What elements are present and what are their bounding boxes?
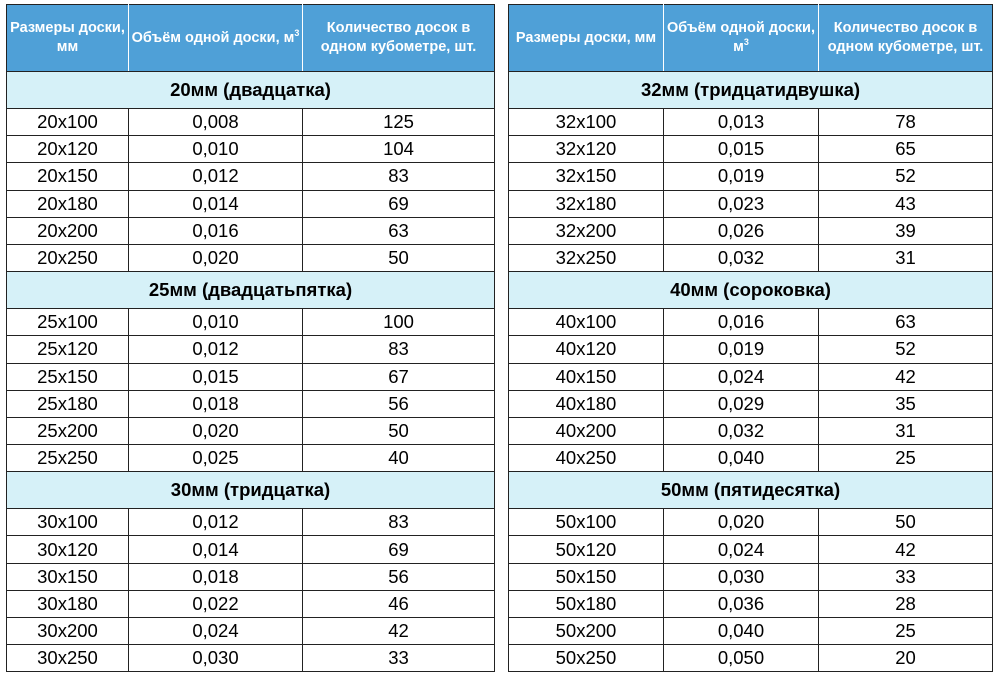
table-row bbox=[509, 163, 993, 190]
cell-count: 46 bbox=[303, 590, 495, 617]
cell-count: 67 bbox=[303, 363, 495, 390]
table-row bbox=[7, 217, 495, 244]
header-size: Размеры доски, мм bbox=[7, 5, 129, 72]
cell-volume: 0,012 bbox=[129, 336, 303, 363]
table-row bbox=[509, 136, 993, 163]
table-row bbox=[7, 390, 495, 417]
header-volume: Объём одной доски, $м^3$ bbox=[129, 5, 303, 72]
cell-size: 30x250 bbox=[7, 645, 129, 672]
board-table-right bbox=[508, 4, 993, 672]
table-row bbox=[7, 336, 495, 363]
table-row bbox=[509, 309, 993, 336]
cell-size: 20x200 bbox=[7, 217, 129, 244]
cell-size: 32x200 bbox=[509, 217, 664, 244]
cell-size: 50x150 bbox=[509, 563, 664, 590]
cell-size: 32x250 bbox=[509, 244, 664, 271]
section-title: 50мм (пятидесятка) bbox=[509, 472, 993, 509]
section-row bbox=[7, 472, 495, 509]
cell-size: 30x150 bbox=[7, 563, 129, 590]
cell-count: 35 bbox=[819, 390, 993, 417]
header-count: Количество досок в одном кубометре, шт. bbox=[303, 5, 495, 72]
cell-size: 20x250 bbox=[7, 244, 129, 271]
cell-volume: 0,020 bbox=[129, 417, 303, 444]
cell-volume: 0,014 bbox=[129, 190, 303, 217]
cell-count: 65 bbox=[819, 136, 993, 163]
cell-volume: 0,008 bbox=[129, 109, 303, 136]
cell-size: 30x180 bbox=[7, 590, 129, 617]
table-row bbox=[7, 309, 495, 336]
section-title: 30мм (тридцатка) bbox=[7, 472, 495, 509]
cell-count: 50 bbox=[303, 244, 495, 271]
cell-count: 63 bbox=[303, 217, 495, 244]
cell-count: 69 bbox=[303, 190, 495, 217]
cell-volume: 0,016 bbox=[664, 309, 819, 336]
cell-volume: 0,024 bbox=[129, 618, 303, 645]
cell-volume: 0,020 bbox=[129, 244, 303, 271]
cell-size: 30x200 bbox=[7, 618, 129, 645]
cell-size: 25x200 bbox=[7, 417, 129, 444]
cell-count: 43 bbox=[819, 190, 993, 217]
section-row bbox=[509, 272, 993, 309]
cell-volume: 0,019 bbox=[664, 336, 819, 363]
cell-volume: 0,013 bbox=[664, 109, 819, 136]
table-row bbox=[509, 590, 993, 617]
table-row bbox=[7, 363, 495, 390]
table-row bbox=[509, 563, 993, 590]
table-row bbox=[7, 509, 495, 536]
cell-count: 52 bbox=[819, 163, 993, 190]
cell-count: 31 bbox=[819, 417, 993, 444]
cell-volume: 0,036 bbox=[664, 590, 819, 617]
cell-volume: 0,032 bbox=[664, 244, 819, 271]
cell-count: 56 bbox=[303, 563, 495, 590]
cell-size: 32x100 bbox=[509, 109, 664, 136]
cell-volume: 0,030 bbox=[664, 563, 819, 590]
table-row bbox=[7, 590, 495, 617]
table-row bbox=[7, 445, 495, 472]
cell-count: 56 bbox=[303, 390, 495, 417]
table-row bbox=[7, 244, 495, 271]
cell-size: 25x250 bbox=[7, 445, 129, 472]
cell-count: 52 bbox=[819, 336, 993, 363]
cell-volume: 0,014 bbox=[129, 536, 303, 563]
cell-size: 25x180 bbox=[7, 390, 129, 417]
cell-size: 20x100 bbox=[7, 109, 129, 136]
cell-size: 20x120 bbox=[7, 136, 129, 163]
cell-size: 40x180 bbox=[509, 390, 664, 417]
cell-volume: 0,016 bbox=[129, 217, 303, 244]
board-table-left bbox=[6, 4, 495, 672]
table-row bbox=[509, 190, 993, 217]
table-row bbox=[509, 536, 993, 563]
section-row bbox=[7, 72, 495, 109]
header-size: Размеры доски, мм bbox=[509, 5, 664, 72]
cell-count: 83 bbox=[303, 163, 495, 190]
cell-size: 40x120 bbox=[509, 336, 664, 363]
table-row bbox=[509, 445, 993, 472]
cell-size: 50x100 bbox=[509, 509, 664, 536]
cell-count: 39 bbox=[819, 217, 993, 244]
table-row bbox=[509, 509, 993, 536]
cell-volume: 0,029 bbox=[664, 390, 819, 417]
header-row bbox=[509, 5, 993, 72]
cell-size: 50x180 bbox=[509, 590, 664, 617]
header-count: Количество досок в одном кубометре, шт. bbox=[819, 5, 993, 72]
cell-volume: 0,024 bbox=[664, 536, 819, 563]
table-row bbox=[7, 190, 495, 217]
cell-count: 50 bbox=[819, 509, 993, 536]
cell-size: 30x100 bbox=[7, 509, 129, 536]
cell-count: 69 bbox=[303, 536, 495, 563]
cell-size: 25x100 bbox=[7, 309, 129, 336]
cell-count: 42 bbox=[303, 618, 495, 645]
table-row bbox=[509, 417, 993, 444]
cell-volume: 0,024 bbox=[664, 363, 819, 390]
table-row bbox=[7, 618, 495, 645]
cell-volume: 0,026 bbox=[664, 217, 819, 244]
cell-size: 32x180 bbox=[509, 190, 664, 217]
cell-count: 100 bbox=[303, 309, 495, 336]
cell-volume: 0,018 bbox=[129, 563, 303, 590]
section-row bbox=[509, 72, 993, 109]
cell-volume: 0,015 bbox=[664, 136, 819, 163]
cell-count: 83 bbox=[303, 336, 495, 363]
cell-size: 50x120 bbox=[509, 536, 664, 563]
cell-volume: 0,025 bbox=[129, 445, 303, 472]
cell-size: 25x120 bbox=[7, 336, 129, 363]
table-row bbox=[7, 563, 495, 590]
cell-volume: 0,018 bbox=[129, 390, 303, 417]
cell-size: 32x150 bbox=[509, 163, 664, 190]
cell-volume: 0,022 bbox=[129, 590, 303, 617]
table-row bbox=[509, 363, 993, 390]
table-row bbox=[509, 217, 993, 244]
cell-count: 28 bbox=[819, 590, 993, 617]
cell-volume: 0,012 bbox=[129, 163, 303, 190]
table-row bbox=[509, 109, 993, 136]
cell-volume: 0,020 bbox=[664, 509, 819, 536]
cell-count: 78 bbox=[819, 109, 993, 136]
table-row bbox=[509, 645, 993, 672]
cell-count: 83 bbox=[303, 509, 495, 536]
table-row bbox=[7, 645, 495, 672]
cell-size: 40x250 bbox=[509, 445, 664, 472]
cell-size: 50x250 bbox=[509, 645, 664, 672]
table-body-left bbox=[7, 72, 495, 672]
cell-count: 42 bbox=[819, 536, 993, 563]
cell-size: 30x120 bbox=[7, 536, 129, 563]
cell-count: 25 bbox=[819, 618, 993, 645]
cell-volume: 0,010 bbox=[129, 136, 303, 163]
cell-count: 104 bbox=[303, 136, 495, 163]
section-title: 25мм (двадцатьпятка) bbox=[7, 272, 495, 309]
cell-volume: 0,040 bbox=[664, 445, 819, 472]
table-body-right bbox=[509, 72, 993, 672]
table-row bbox=[7, 109, 495, 136]
section-row bbox=[509, 472, 993, 509]
cell-volume: 0,032 bbox=[664, 417, 819, 444]
cell-count: 42 bbox=[819, 363, 993, 390]
cell-size: 40x200 bbox=[509, 417, 664, 444]
cell-count: 33 bbox=[303, 645, 495, 672]
table-row bbox=[509, 618, 993, 645]
section-title: 20мм (двадцатка) bbox=[7, 72, 495, 109]
table-row bbox=[509, 390, 993, 417]
cell-count: 40 bbox=[303, 445, 495, 472]
cell-volume: 0,023 bbox=[664, 190, 819, 217]
cell-volume: 0,012 bbox=[129, 509, 303, 536]
cell-size: 40x100 bbox=[509, 309, 664, 336]
table-row bbox=[509, 244, 993, 271]
table-row bbox=[7, 163, 495, 190]
cell-size: 40x150 bbox=[509, 363, 664, 390]
cell-count: 125 bbox=[303, 109, 495, 136]
cell-count: 33 bbox=[819, 563, 993, 590]
header-volume: Объём одной доски, $м^3$ bbox=[664, 5, 819, 72]
section-title: 40мм (сороковка) bbox=[509, 272, 993, 309]
cell-size: 20x180 bbox=[7, 190, 129, 217]
cell-count: 63 bbox=[819, 309, 993, 336]
cell-count: 50 bbox=[303, 417, 495, 444]
cell-size: 50x200 bbox=[509, 618, 664, 645]
cell-volume: 0,019 bbox=[664, 163, 819, 190]
table-row bbox=[7, 536, 495, 563]
cell-volume: 0,015 bbox=[129, 363, 303, 390]
table-row bbox=[7, 136, 495, 163]
cell-volume: 0,050 bbox=[664, 645, 819, 672]
cell-count: 20 bbox=[819, 645, 993, 672]
cell-size: 32x120 bbox=[509, 136, 664, 163]
header-row bbox=[7, 5, 495, 72]
cell-size: 25x150 bbox=[7, 363, 129, 390]
cell-size: 20x150 bbox=[7, 163, 129, 190]
cell-volume: 0,030 bbox=[129, 645, 303, 672]
cell-volume: 0,010 bbox=[129, 309, 303, 336]
table-row bbox=[509, 336, 993, 363]
cell-count: 25 bbox=[819, 445, 993, 472]
cell-volume: 0,040 bbox=[664, 618, 819, 645]
cell-count: 31 bbox=[819, 244, 993, 271]
section-row bbox=[7, 272, 495, 309]
table-row bbox=[7, 417, 495, 444]
section-title: 32мм (тридцатидвушка) bbox=[509, 72, 993, 109]
